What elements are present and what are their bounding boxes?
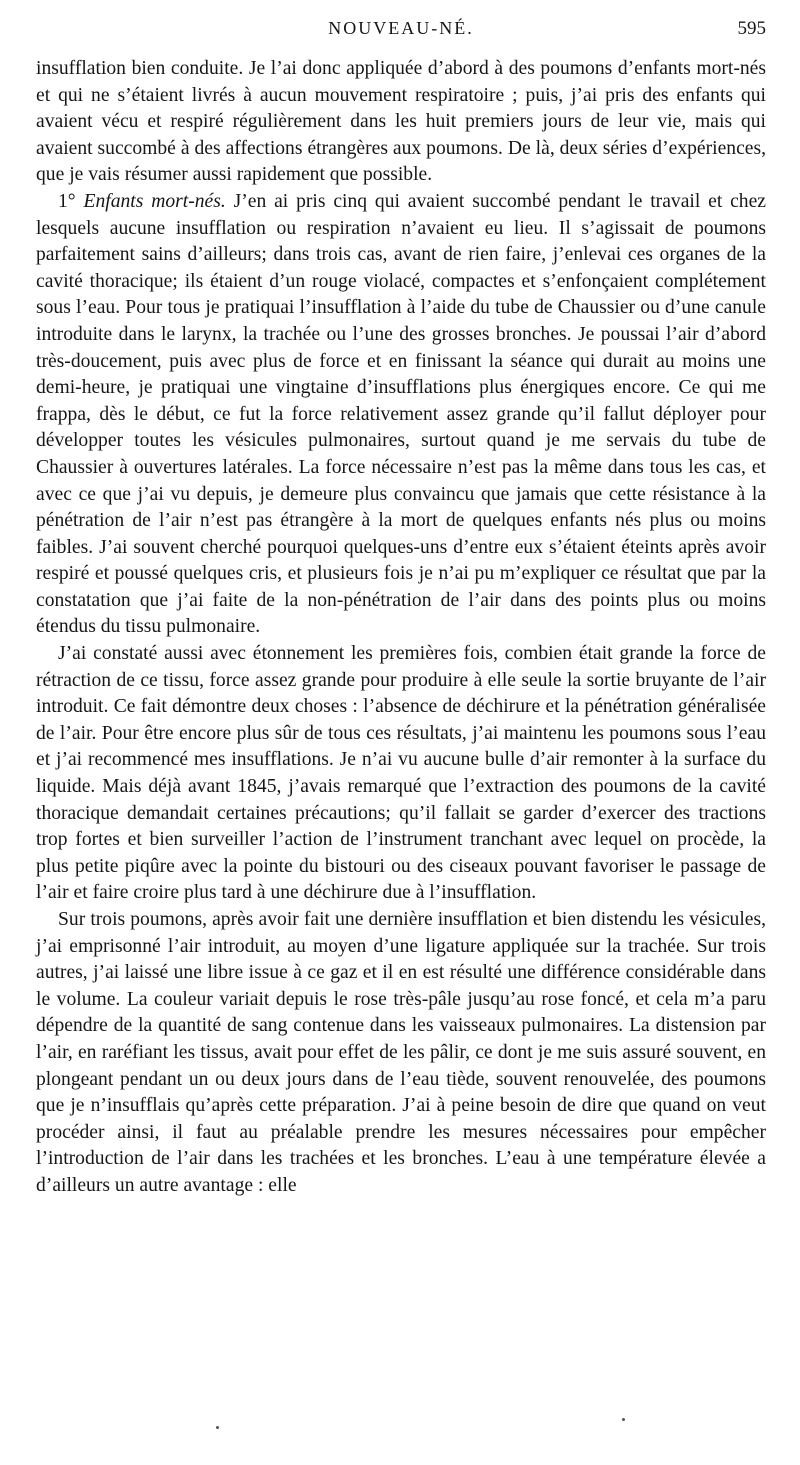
speck <box>622 1418 625 1421</box>
section-number: 1° <box>58 190 76 212</box>
paragraph-3: J’ai constaté aussi avec étonnement les premières fois, combien était grande la force de rétraction de ce tissu, force assez grande pour produire à elle seule la sortie bruyante de l’air introduit. Ce fait démontre deux choses : l’absence de déchirure et la pénétration généralisée de l’air. Pour être encore plus sûr de tous ces résultats, j’ai maintenu les poumons sous l’eau et j’ai recommencé mes insufflations. Je n’ai vu aucune bulle d’air remonter à la surface du liquide. Mais déjà avant 1845, j’avais remarqué que l’extraction des poumons de la cavité thoracique demandait certaines précautions; qu’il fallait se garder d’exercer des tractions trop fortes et bien surveiller l’action de l’instrument tranchant avec lequel on procède, la plus petite piqûre avec la pointe du bistouri ou des ciseaux pouvant favoriser le passage de l’air et faire croire plus tard à une déchirure due à l’insufflation. <box>36 643 766 904</box>
paragraph-2 <box>36 189 766 641</box>
paragraph-2-text: J’en ai pris cinq qui avaient succombé pendant le travail et chez lesquels aucune insufflation ou respiration n’avaient eu lieu. Il s’agissait de poumons parfaitement sains d’ailleurs; dans trois cas, avant de rien faire, j’enlevai ces organes de la cavité thoracique; ils étaient d’un rouge violacé, compactes et s’enfonçaient complétement sous l’eau. Pour tous je pratiquai l’insufflation à l’aide du tube de Chaussier ou d’une canule introduite dans le larynx, la trachée ou l’une des grosses bronches. Je poussai l’air d’abord très-doucement, puis avec plus de force et en finissant la séance qui durait au moins une demi-heure, je pratiquai une vingtaine d’insufflations plus énergiques encore. Ce qui me frappa, dès le début, ce fut la force relativement assez grande qu’il fallut déployer pour développer toutes les vésicules pulmonaires, surtout quand je me servais du tube de Chaussier à ouvertures latérales. La force nécessaire n’est pas la même dans tous les cas, et avec ce que j’ai vu depuis, je demeure plus convaincu que jamais que cette résistance à la pénétration de l’air n’est pas étrangère à la mort de quelques enfants nés plus ou moins faibles. J’ai souvent cherché pourquoi quelques-uns d’entre eux s’étaient éteints après avoir respiré et poussé quelques cris, et plusieurs fois je n’ai pu m’expliquer ce résultat que par la constatation que j’ai faite de la non-pénétration de l’air dans des points plus ou moins étendus du tissu pulmonaire. <box>36 190 766 638</box>
page-header <box>36 18 766 48</box>
paragraph-1: insufflation bien conduite. Je l’ai donc appliquée d’abord à des poumons d’enfants mort-nés et qui ne s’étaient livrés à aucun mouvement respiratoire ; puis, j’ai pris des enfants qui avaient vécu et respiré régulièrement dans les huit premiers jours de leur vie, mais qui avaient succombé à des affections étrangères aux poumons. De là, deux séries d’expériences, que je vais résumer aussi rapidement que possible. <box>36 58 766 186</box>
speck <box>216 1426 219 1429</box>
book-page <box>36 0 766 1465</box>
body-text <box>36 56 766 1200</box>
page-number: 595 <box>737 18 766 39</box>
section-heading: Enfants mort-nés. <box>83 190 226 212</box>
running-head: NOUVEAU-NÉ. <box>328 18 474 38</box>
page-bottom-specks <box>36 1418 766 1434</box>
paragraph-4: Sur trois poumons, après avoir fait une dernière insufflation et bien distendu les vésicules, j’ai emprisonné l’air introduit, au moyen d’une ligature appliquée sur la trachée. Sur trois autres, j’ai laissé une libre issue à ce gaz et il en est résulté une différence considérable dans le volume. La couleur variait depuis le rose très-pâle jusqu’au rose foncé, et cela m’a paru dépendre de la quantité de sang contenue dans les vaisseaux pulmonaires. La distension par l’air, en raréfiant les tissus, avait pour effet de les pâlir, ce dont je me suis assuré souvent, en plongeant pendant un ou deux jours dans de l’eau tiède, souvent renouvelée, des poumons que je n’insufflais qu’après cette préparation. J’ai à peine besoin de dire que quand on veut procéder ainsi, il faut au préalable prendre les mesures nécessaires pour empêcher l’introduction de l’air dans les trachées et les bronches. L’eau à une température élevée a d’ailleurs un autre avantage : elle <box>36 909 766 1196</box>
